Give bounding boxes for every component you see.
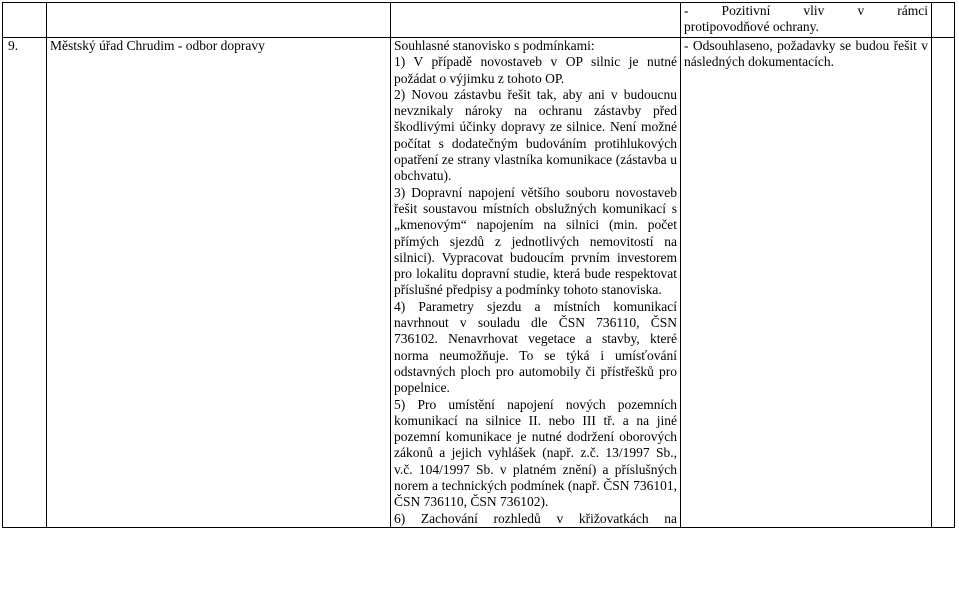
requirement-text: [391, 38, 681, 528]
requirement-paragraph: 4) Parametry sjezdu a místních komunikací navrhnout v souladu dle ČSN 736110, ČSN 736102. Nenavrhovat vegetace a stavby, které norma neumožňuje. To se týká i umísťování odstavných ploch pro automobily či přístřešků pro popelnice.: [394, 298, 677, 396]
resolution-text: - Odsouhlaseno, požadavky se budou řešit v následných dokumentacích.: [681, 38, 932, 528]
comments-table: [2, 2, 955, 528]
table-row-previous: [3, 3, 955, 38]
requirement-paragraph: 1) V případě novostaveb v OP silnic je nutné požádat o výjimku z tohoto OP.: [394, 54, 677, 86]
prev-resolution-line-1: - Pozitivní vliv v rámci: [684, 3, 928, 18]
row-number: 9.: [3, 38, 47, 528]
prev-number-cell: [3, 3, 47, 38]
requirement-paragraph: 2) Novou zástavbu řešit tak, aby ani v budoucnu nevznikaly nároky na ochranu zástavby před škodlivými účinky dopravy ze silnice. Není možné počítat s dodatečným budováním protihlukových opatření ze strany vlastníka komunikace (zástavba u obchvatu).: [394, 86, 677, 184]
prev-requirement-cell: [391, 3, 681, 38]
extra-cell: [932, 38, 955, 528]
requirement-paragraph: 5) Pro umístění napojení nových pozemních komunikací na silnice II. nebo III tř. a na jiné pozemní komunikace je nutné dodržení oborových zákonů a jejich vyhlášek (např. z.č. 13/1997 Sb., v.č. 104/1997 Sb. v platném znění) a příslušných norem a technických podmínek (např. ČSN 736101, ČSN 736110, ČSN 736102).: [394, 396, 677, 510]
requirement-paragraph: 6) Zachování rozhledů v křižovatkách na: [394, 510, 677, 526]
table-row-9: [3, 38, 955, 528]
requirement-paragraph: 3) Dopravní napojení většího souboru novostaveb řešit soustavou místních obslužných komunikací s „kmenovým“ napojením na silnici (min. počet přímých sjezdů z jednotlivých nemovitostí na silnici). Vypracovat budoucím prvním investorem pro lokalitu dopravní studie, která bude respektovat příslušné předpisy a podmínky tohoto stanoviska.: [394, 184, 677, 298]
authority-name: Městský úřad Chrudim - odbor dopravy: [47, 38, 391, 528]
requirement-paragraph: Souhlasné stanovisko s podmínkami:: [394, 38, 595, 53]
prev-authority-cell: [47, 3, 391, 38]
prev-resolution-line-2: protipovodňové ochrany.: [684, 19, 819, 35]
prev-extra-cell: [932, 3, 955, 38]
prev-resolution-cell: [681, 3, 932, 38]
